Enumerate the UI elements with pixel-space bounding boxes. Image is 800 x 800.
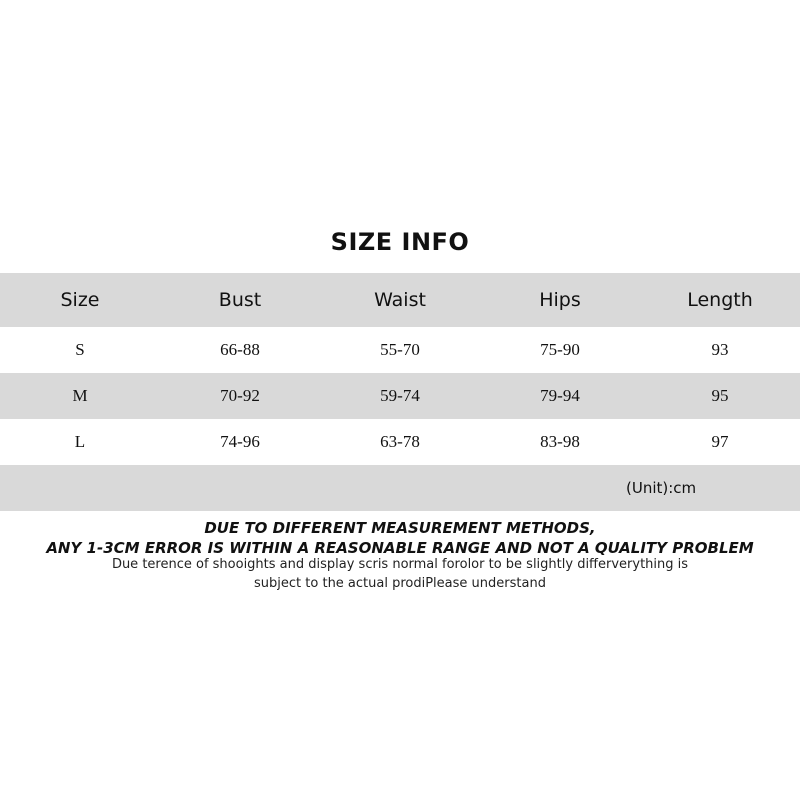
cell-waist: 63-78 — [380, 432, 420, 451]
cell-bust: 70-92 — [220, 386, 260, 405]
cell-bust: 74-96 — [220, 432, 260, 451]
color-note-line-1: Due terence of shooights and display scris normal forolor to be slightly differverything is — [111, 557, 689, 572]
unit-label: (Unit):cm — [626, 479, 697, 497]
cell-waist: 55-70 — [380, 340, 420, 359]
size-table — [0, 273, 800, 511]
header-hips: Hips — [539, 289, 581, 311]
table-row — [0, 327, 800, 373]
cell-length: 97 — [711, 432, 729, 451]
cell-size: M — [72, 386, 88, 405]
page-title: SIZE INFO — [330, 228, 470, 256]
color-note-line-2: subject to the actual prodiPlease understand — [254, 576, 546, 591]
header-size: Size — [60, 289, 100, 311]
measurement-notice-line-2: ANY 1-3CM ERROR IS WITHIN A REASONABLE RANGE AND NOT A QUALITY PROBLEM — [46, 539, 754, 557]
cell-size: S — [75, 340, 85, 359]
cell-size: L — [74, 432, 86, 451]
unit-row — [0, 465, 800, 511]
table-row — [0, 373, 800, 419]
table-header-row — [0, 273, 800, 327]
cell-hips: 75-90 — [540, 340, 580, 359]
header-length: Length — [687, 289, 753, 311]
cell-hips: 83-98 — [540, 432, 580, 451]
measurement-notice-line-1: DUE TO DIFFERENT MEASUREMENT METHODS, — [204, 519, 596, 537]
cell-length: 95 — [711, 386, 729, 405]
cell-bust: 66-88 — [220, 340, 260, 359]
cell-hips: 79-94 — [540, 386, 580, 405]
header-waist: Waist — [374, 289, 426, 311]
header-bust: Bust — [218, 289, 262, 311]
cell-length: 93 — [711, 340, 729, 359]
table-row — [0, 419, 800, 465]
cell-waist: 59-74 — [380, 386, 420, 405]
